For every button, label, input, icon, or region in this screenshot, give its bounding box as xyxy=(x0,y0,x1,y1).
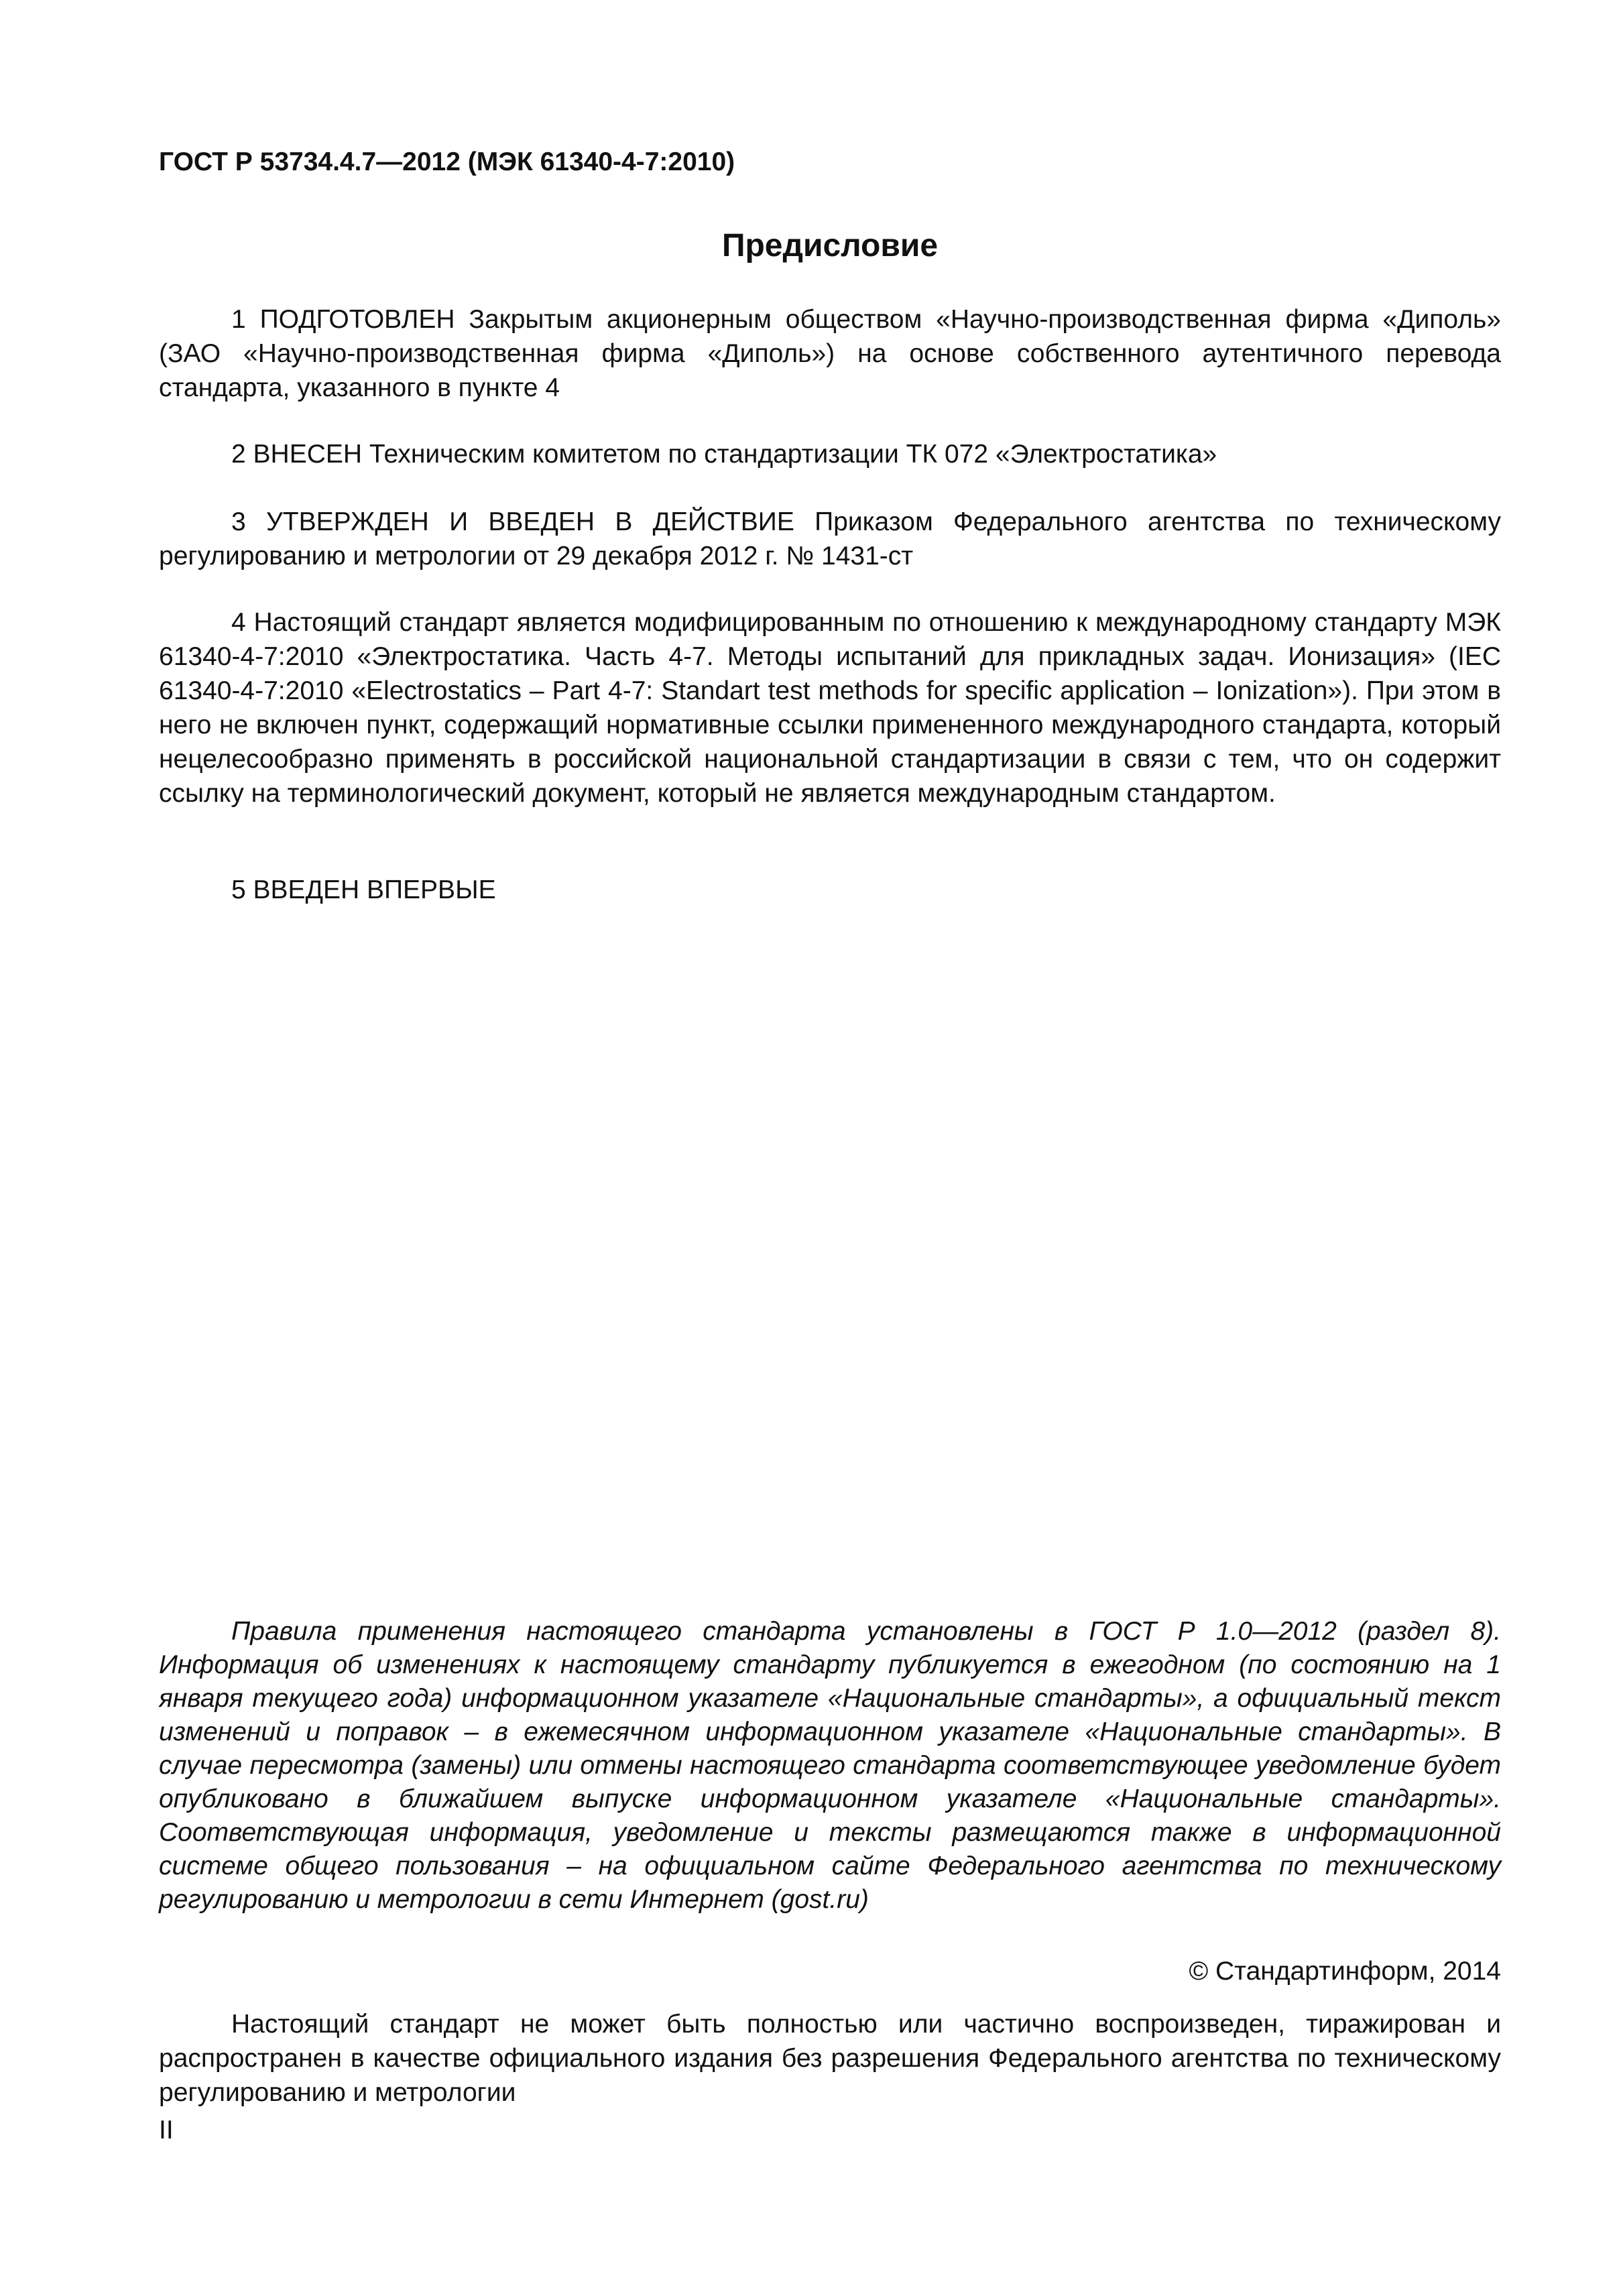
document-page xyxy=(159,0,1501,2296)
page-number: II xyxy=(159,2116,174,2144)
application-rules-notice: Правила применения настоящего стандарта установлены в ГОСТ Р 1.0—2012 (раздел 8). Информация об изменениях к настоящему стандарту публикуется в ежегодном (по состоянию на 1 января текущего года) информационном указателе «Национальные стандарты», а официальный текст изменений и поправок – в ежемесячном информационном указателе «Национальные стандарты». В случае пересмотра (замены) или отмены настоящего стандарта соответствующее уведомление будет опубликовано в ближайшем выпуске информационном указателе «Национальные стандарты». Соответствующая информация, уведомление и тексты размещаются также в информационной системе общего пользования – на официальном сайте Федерального агентства по техническому регулированию и метрологии в сети Интернет (gost.ru) xyxy=(159,1617,1501,1914)
document-header: ГОСТ Р 53734.4.7—2012 (МЭК 61340-4-7:2010) xyxy=(159,147,735,176)
preface-item-3: 3 УТВЕРЖДЕН И ВВЕДЕН В ДЕЙСТВИЕ Приказом Федерального агентства по техническому регулированию и метрологии от 29 декабря 2012 г. № 1431-ст xyxy=(159,507,1501,570)
preface-item-2: 2 ВНЕСЕН Техническим комитетом по стандартизации ТК 072 «Электростатика» xyxy=(231,440,1217,469)
page-title: Предисловие xyxy=(721,228,939,263)
reproduction-notice: Настоящий стандарт не может быть полностью или частично воспроизведен, тиражирован и распространен в качестве официального издания без разрешения Федерального агентства по техническому регулированию и метрологии xyxy=(159,2010,1501,2107)
copyright-line: © Стандартинформ, 2014 xyxy=(1189,1957,1501,1986)
preface-item-4: 4 Настоящий стандарт является модифицированным по отношению к международному стандарту МЭК 61340-4-7:2010 «Электростатика. Часть 4-7. Методы испытаний для прикладных задач. Ионизация» (IEC 61340-4-7:2010 «Electrostatics – Part 4-7: Standart test methods for specific application – Ionization»). При этом в него не включен пункт, содержащий нормативные ссылки примененного международного стандарта, который нецелесообразно применять в российской национальной стандартизации в связи с тем, что он содержит ссылку на терминологический документ, который не является международным стандартом. xyxy=(159,608,1501,808)
preface-item-5: 5 ВВЕДЕН ВПЕРВЫЕ xyxy=(231,875,496,904)
preface-item-1: 1 ПОДГОТОВЛЕН Закрытым акционерным обществом «Научно-производственная фирма «Диполь» (ЗАО «Научно-производственная фирма «Диполь») на основе собственного аутентичного перевода стандарта, указанного в пункте 4 xyxy=(159,305,1501,402)
